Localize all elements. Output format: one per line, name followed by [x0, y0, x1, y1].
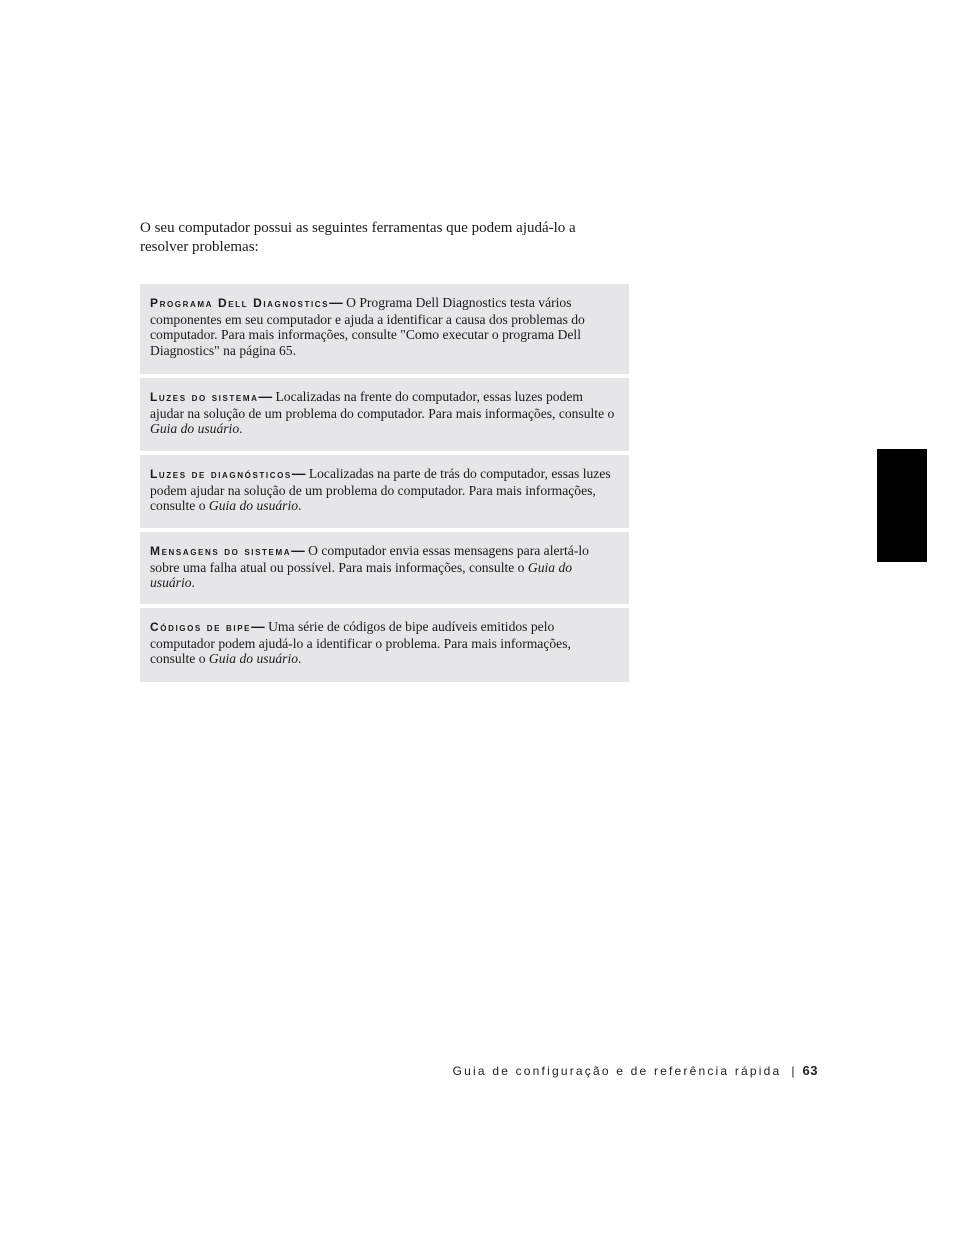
tool-text: O computador envia essas mensagens para alertá-lo sobre uma falha atual ou possível. Para mais informações, consulte o — [150, 543, 589, 575]
tool-title: Mensagens do sistema — [150, 544, 292, 558]
tool-box-dell-diagnostics — [140, 284, 629, 374]
tool-reference: Guia do usuário — [150, 421, 240, 437]
intro-paragraph: O seu computador possui as seguintes ferramentas que podem ajudá-lo a resolver problemas: — [140, 220, 576, 255]
tool-text-end: . — [191, 575, 195, 591]
tool-description — [150, 619, 619, 667]
em-dash: — — [329, 295, 343, 310]
tool-box-diagnostic-lights — [140, 455, 629, 528]
tool-title: Luzes do sistema — [150, 390, 259, 404]
tool-reference: Guia do usuário — [208, 651, 299, 667]
tool-text: Localizadas na frente do computador, essas luzes podem ajudar na solução de um problema do computador. Para mais informações, consulte o — [150, 389, 615, 421]
footer-guide-title: Guia de configuração e de referência rápida — [452, 1064, 782, 1078]
tool-description — [150, 295, 619, 359]
tool-description — [150, 543, 619, 591]
tool-reference: Guia do usuário — [150, 559, 573, 591]
tool-title: Programa Dell Diagnostics — [150, 296, 330, 310]
chapter-thumb-tab — [877, 449, 927, 562]
em-dash: — — [291, 543, 305, 558]
em-dash: — — [291, 466, 306, 481]
tool-text-end: . — [298, 651, 302, 667]
page-number: 63 — [802, 1063, 818, 1078]
tool-box-system-messages — [140, 532, 629, 604]
tool-text-end: . — [298, 498, 302, 514]
tool-text: Uma série de códigos de bipe audíveis emitidos pelo computador podem ajudá-lo a identificar o problema. Para mais informações, consulte o — [150, 619, 571, 667]
tool-text-end: . — [239, 421, 243, 437]
tool-list — [140, 284, 629, 686]
tool-title: Luzes de diagnósticos — [150, 467, 292, 481]
tool-description — [150, 389, 619, 437]
tool-description — [150, 466, 619, 514]
tool-box-beep-codes — [140, 608, 629, 682]
footer-separator: | — [791, 1064, 795, 1078]
tool-text: O Programa Dell Diagnostics testa vários componentes em seu computador e ajuda a identificar a causa dos problemas do computador. Para mais informações, consulte "Como executar o programa Dell Diagnostics" na página 65. — [150, 295, 585, 359]
tool-title: Códigos de bipe — [150, 620, 252, 634]
page-footer — [453, 1063, 818, 1078]
em-dash: — — [251, 619, 265, 634]
tool-text: Localizadas na parte de trás do computador, essas luzes podem ajudar na solução de um problema do computador. Para mais informações, consulte o — [150, 466, 611, 514]
em-dash: — — [258, 389, 273, 404]
tool-box-system-lights — [140, 378, 629, 451]
tool-reference: Guia do usuário — [208, 498, 299, 514]
